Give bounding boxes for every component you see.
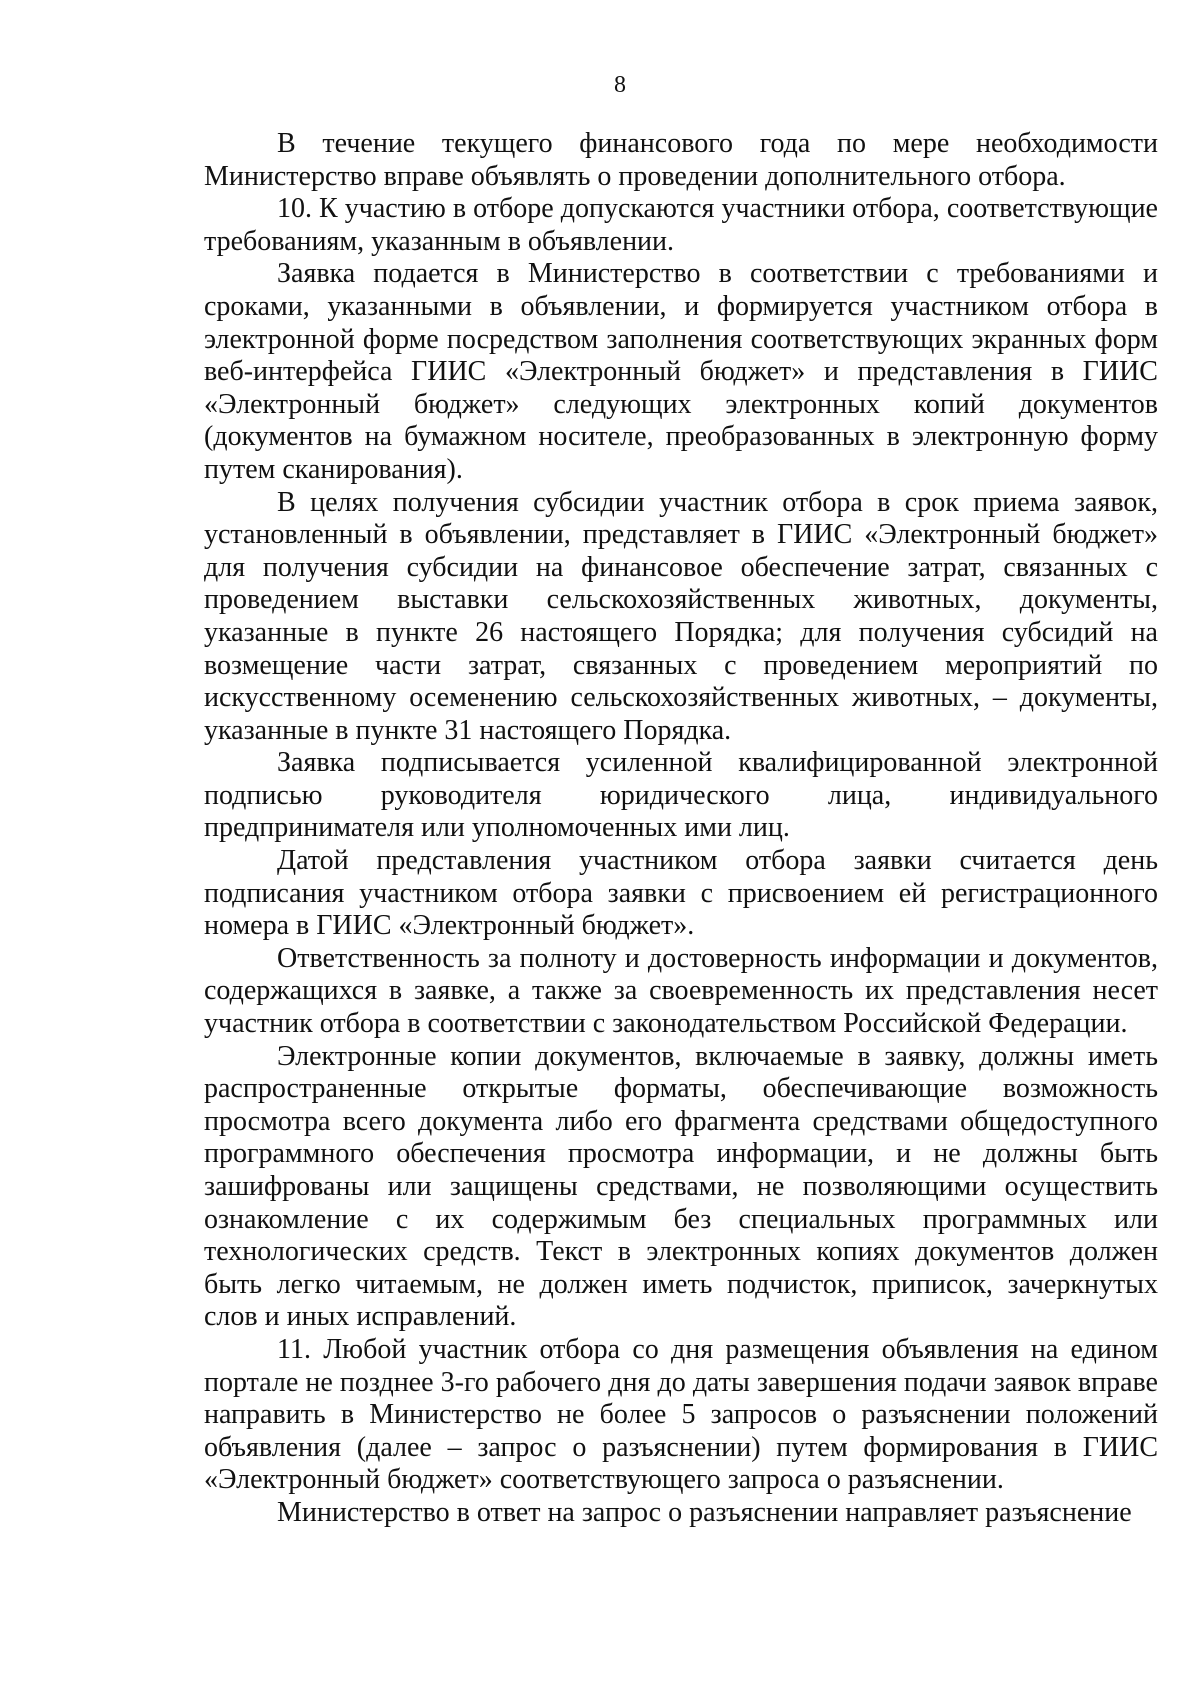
- page-number: 8: [614, 72, 626, 98]
- paragraph-additional-selection: В течение текущего финансового года по мере необходимости Министерство вправе объявлять о проведении дополнительного отбора.: [204, 128, 1158, 192]
- paragraph-responsibility: Ответственность за полноту и достоверность информации и документов, содержащихся в заявке, а также за своевременность их представления несет участник отбора в соответствии с законодательством Российской Федерации.: [204, 942, 1158, 1040]
- paragraph-signature: Заявка подписывается усиленной квалифицированной электронной подписью руководителя юридического лица, индивидуального предпринимателя или уполномоченных ими лиц.: [204, 747, 1158, 844]
- paragraph-clarification-response: Министерство в ответ на запрос о разъяснении направляет разъяснение: [277, 1496, 1132, 1528]
- paragraph-application-submission: Заявка подается в Министерство в соответствии с требованиями и сроками, указанными в объявлении, и формируется участником отбора в электронной форме посредством заполнения соответствующих экранных форм веб-интерфейса ГИИС «Электронный бюджет» и представления в ГИИС «Электронный бюджет» следующих электронных копий документов (документов на бумажном носителе, преобразованных в электронную форму путем сканирования).: [204, 258, 1158, 485]
- paragraph-item-11: 11. Любой участник отбора со дня размещения объявления на едином портале не позднее 3-го рабочего дня до даты завершения подачи заявок вправе направить в Министерство не более 5 запросов о разъяснении положений объявления (далее – запрос о разъяснении) путем формирования в ГИИС «Электронный бюджет» соответствующего запроса о разъяснении.: [204, 1333, 1158, 1496]
- document-body: [204, 128, 1158, 1530]
- paragraph-item-10: 10. К участию в отборе допускаются участники отбора, соответствующие требованиям, указанным в объявлении.: [204, 193, 1158, 257]
- paragraph-electronic-copies: Электронные копии документов, включаемые в заявку, должны иметь распространенные открытые форматы, обеспечивающие возможность просмотра всего документа либо его фрагмента средствами общедоступного программного обеспечения просмотра информации, и не должны быть зашифрованы или защищены средствами, не позволяющими осуществить ознакомление с их содержимым без специальных программных или технологических средств. Текст в электронных копиях документов должен быть легко читаемым, не должен иметь подчисток, приписок, зачеркнутых слов и иных исправлений.: [204, 1040, 1158, 1333]
- paragraph-subsidy-documents: В целях получения субсидии участник отбора в срок приема заявок, установленный в объявлении, представляет в ГИИС «Электронный бюджет» для получения субсидии на финансовое обеспечение затрат, связанных с проведением выставки сельскохозяйственных животных, документы, указанные в пункте 26 настоящего Порядка; для получения субсидий на возмещение части затрат, связанных с проведением мероприятий по искусственному осеменению сельскохозяйственных животных, – документы, указанные в пункте 31 настоящего Порядка.: [204, 486, 1158, 746]
- paragraph-submission-date: Датой представления участником отбора заявки считается день подписания участником отбора заявки с присвоением ей регистрационного номера в ГИИС «Электронный бюджет».: [204, 845, 1158, 942]
